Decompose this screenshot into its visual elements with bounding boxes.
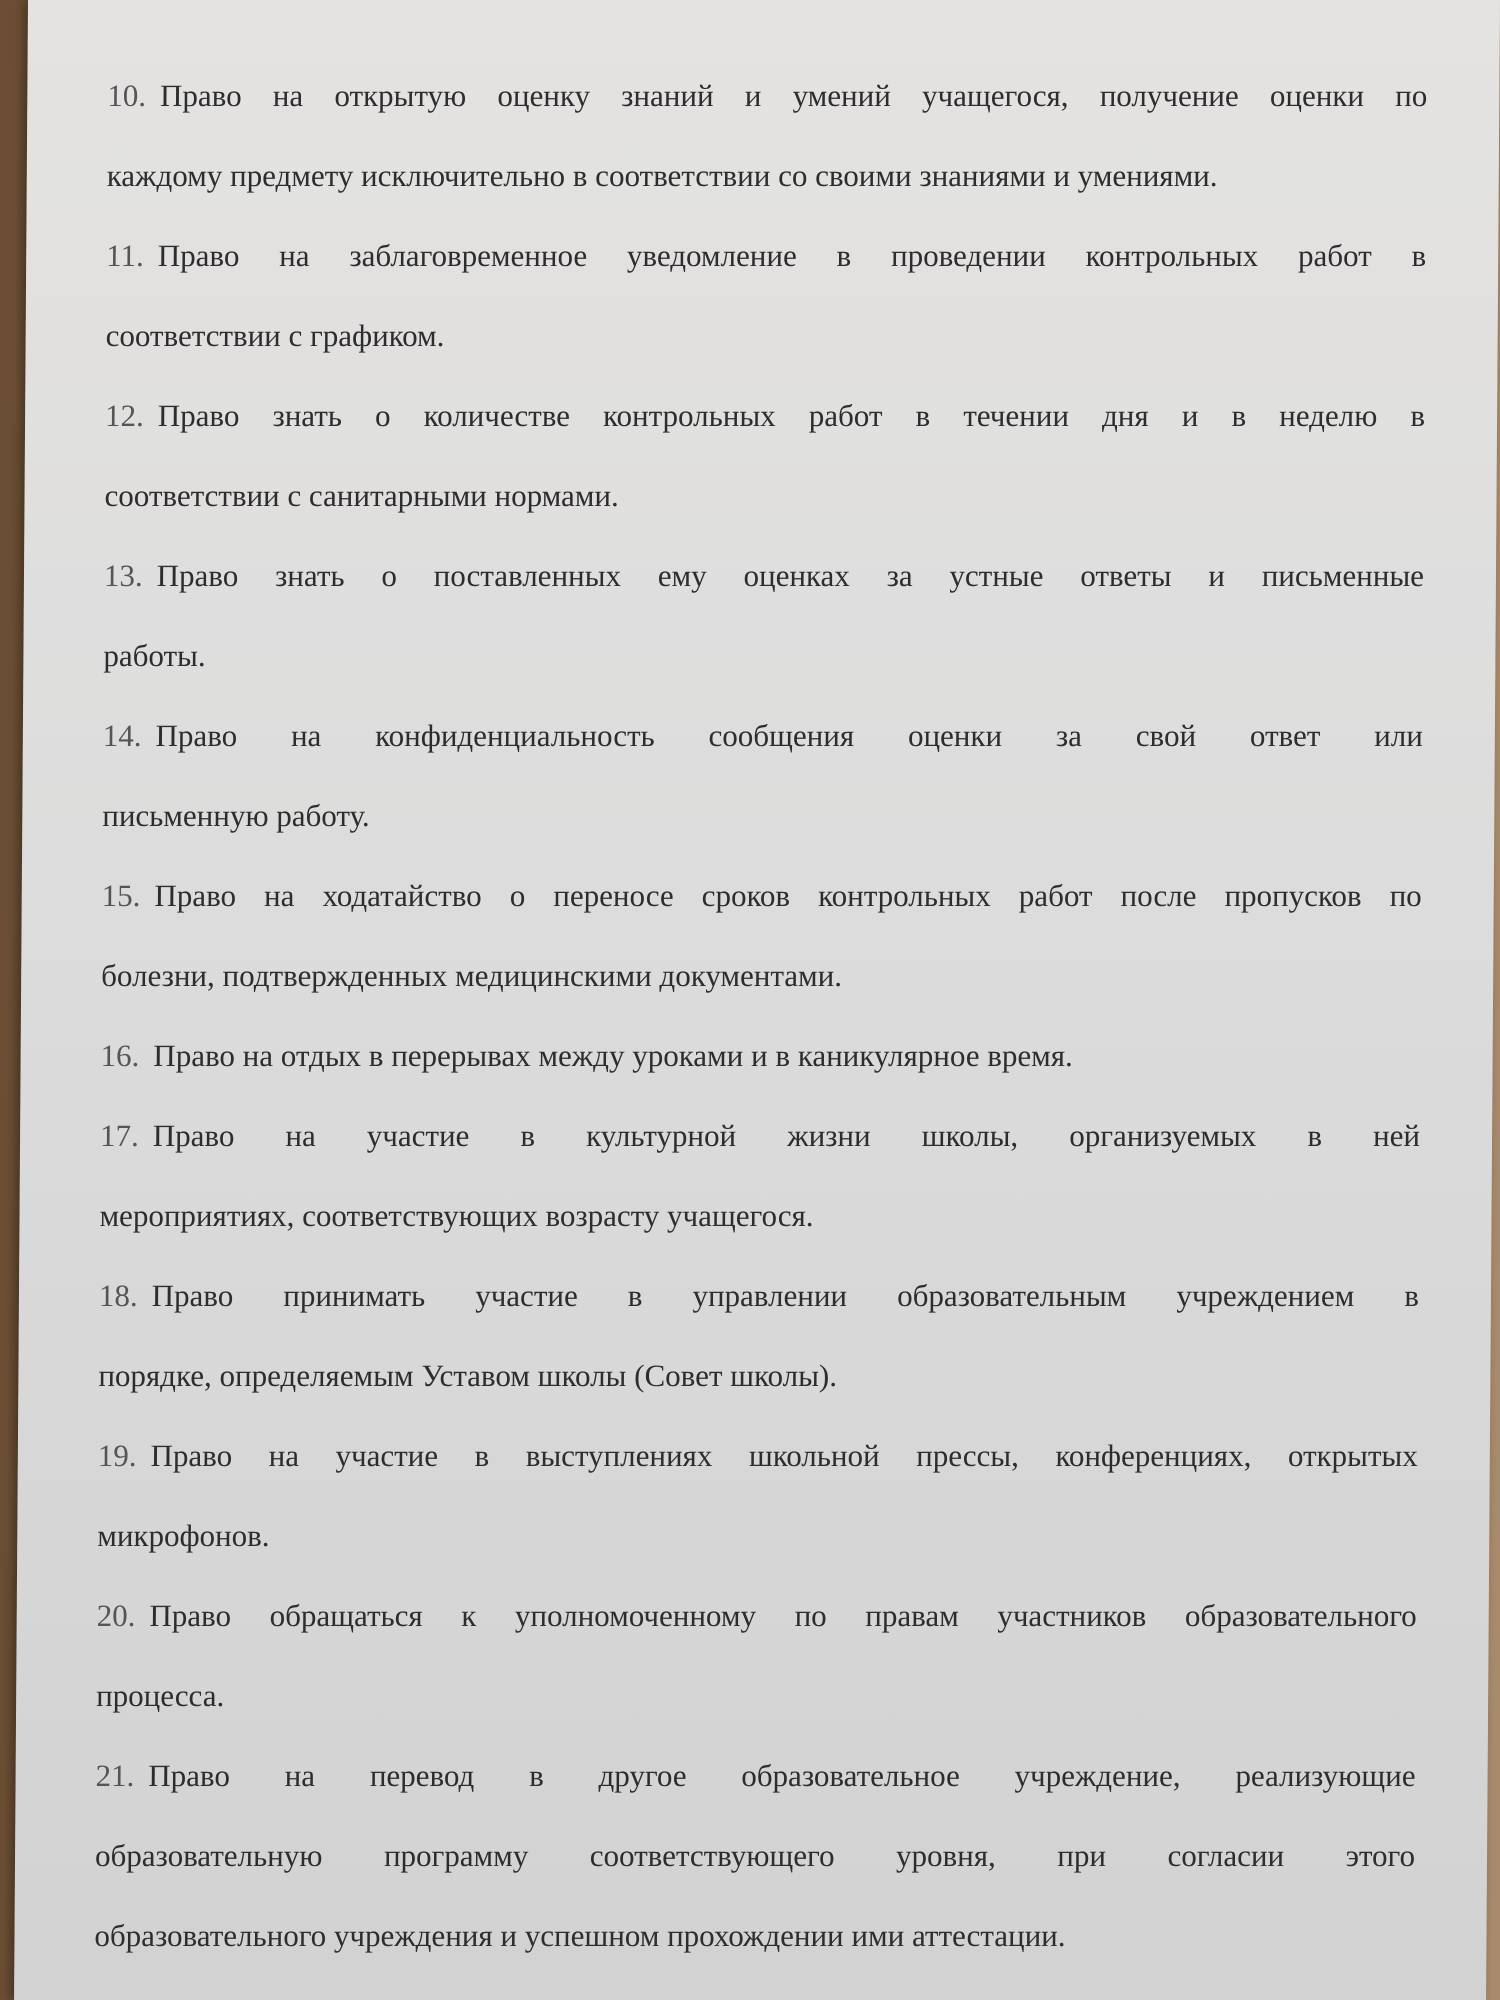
paper-sheet	[14, 0, 1500, 2000]
item-text: Право на отдых в перерывах между уроками и в каникулярное время.	[153, 1038, 1073, 1073]
item-line	[99, 1192, 1420, 1272]
item-line	[94, 1912, 1415, 1992]
list-item	[104, 392, 1425, 552]
item-text: письменную работу.	[102, 798, 370, 833]
item-number: 13.	[103, 558, 143, 593]
item-line	[100, 1032, 1421, 1112]
document-body	[94, 72, 1427, 1992]
item-line	[102, 792, 1423, 872]
item-text: Право на открытую оценку знаний и умений учащегося, получение оценки по	[159, 78, 1428, 113]
list-item	[99, 1112, 1420, 1272]
item-line	[105, 312, 1426, 392]
item-text: Право знать о количестве контрольных работ в течении дня и в неделю в	[157, 398, 1426, 433]
item-line	[104, 552, 1425, 632]
item-number: 17.	[99, 1118, 139, 1153]
list-item	[101, 872, 1422, 1032]
list-item	[103, 552, 1424, 712]
item-line	[97, 1432, 1418, 1512]
item-line	[97, 1512, 1418, 1592]
item-text: соответствии с графиком.	[105, 318, 445, 353]
item-text: работы.	[103, 638, 206, 673]
item-line	[98, 1352, 1419, 1432]
item-line	[101, 952, 1422, 1032]
item-number: 18.	[98, 1278, 138, 1313]
item-text: микрофонов.	[97, 1518, 270, 1553]
item-line	[95, 1832, 1416, 1912]
item-number: 11.	[106, 238, 144, 273]
list-item	[102, 712, 1423, 872]
item-number: 10.	[107, 78, 147, 113]
item-line	[101, 872, 1422, 952]
item-line	[96, 1592, 1417, 1672]
item-text: Право на участие в культурной жизни школы, организуемых в ней	[152, 1118, 1421, 1153]
list-item	[94, 1752, 1416, 1992]
item-line	[106, 232, 1427, 312]
item-text: Право на перевод в другое образовательное учреждение, реализующие	[148, 1758, 1416, 1793]
item-number: 20.	[96, 1598, 136, 1633]
item-text: болезни, подтвержденных медицинскими документами.	[101, 958, 843, 993]
item-text: соответствии с санитарными нормами.	[104, 478, 619, 513]
item-line	[103, 632, 1424, 712]
item-number: 15.	[101, 878, 141, 913]
list-item	[105, 232, 1426, 392]
list-item	[100, 1032, 1421, 1112]
item-text: Право на участие в выступлениях школьной прессы, конференциях, открытых	[150, 1438, 1418, 1473]
list-item	[106, 72, 1427, 232]
item-number: 14.	[102, 718, 142, 753]
item-number: 21.	[95, 1758, 135, 1793]
item-number: 16.	[100, 1038, 140, 1073]
item-line	[107, 72, 1428, 152]
list-item	[96, 1592, 1417, 1752]
item-line	[106, 152, 1427, 232]
item-line	[100, 1112, 1421, 1192]
item-number: 19.	[97, 1438, 137, 1473]
item-text: Право на ходатайство о переносе сроков контрольных работ после пропусков по	[154, 878, 1422, 913]
item-line	[105, 392, 1426, 472]
item-text: каждому предмету исключительно в соответствии со своими знаниями и умениями.	[106, 158, 1218, 193]
item-text: образовательную программу соответствующего уровня, при согласии этого	[94, 1838, 1416, 1873]
item-text: порядке, определяемым Уставом школы (Совет школы).	[98, 1358, 838, 1393]
item-text: Право принимать участие в управлении образовательным учреждением в	[151, 1278, 1420, 1313]
item-text: Право знать о поставленных ему оценках за устные ответы и письменные	[156, 558, 1425, 593]
item-text: Право на заблаговременное уведомление в проведении контрольных работ в	[157, 238, 1427, 273]
item-line	[102, 712, 1423, 792]
item-line	[104, 472, 1425, 552]
item-text: образовательного учреждения и успешном прохождении ими аттестации.	[94, 1918, 1066, 1953]
item-text: Право на конфиденциальность сообщения оценки за свой ответ или	[155, 718, 1423, 753]
item-number: 12.	[104, 398, 144, 433]
item-line	[96, 1672, 1417, 1752]
item-text: процесса.	[96, 1678, 225, 1713]
list-item	[98, 1272, 1419, 1432]
item-text: мероприятиях, соответствующих возрасту учащегося.	[99, 1198, 814, 1233]
item-line	[99, 1272, 1420, 1352]
item-line	[95, 1752, 1416, 1832]
list-item	[97, 1432, 1418, 1592]
item-text: Право обращаться к уполномоченному по правам участников образовательного	[149, 1598, 1417, 1633]
